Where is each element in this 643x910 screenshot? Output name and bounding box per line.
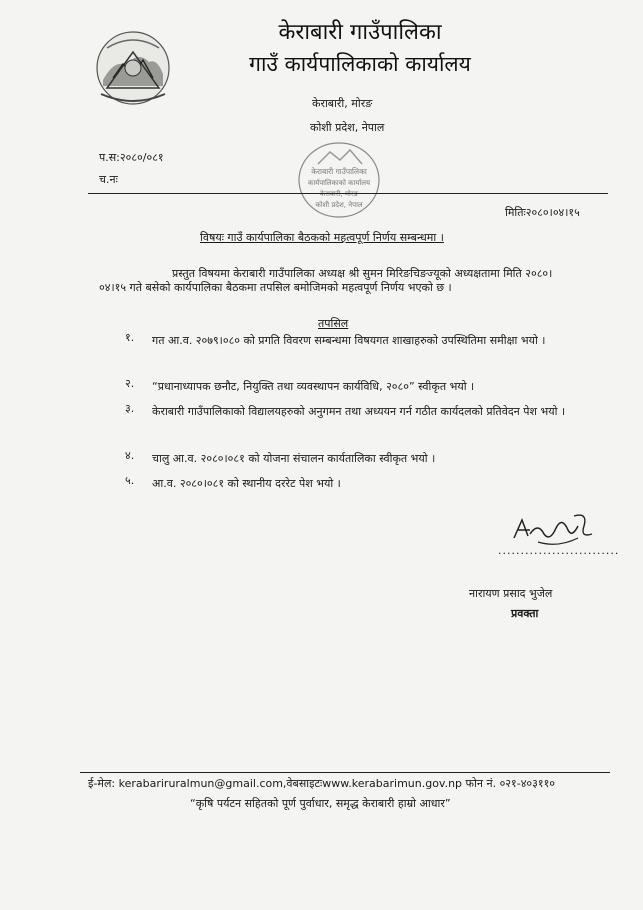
stamp-line-2: कार्यपालिकाको कार्यालय [307,179,371,187]
decision-item-2 [125,376,566,398]
decision-number: ४. [125,449,135,462]
office-name: गाउँ कार्यपालिकाको कार्यालय [249,52,471,76]
reference-number: प.स:२०८०/०८१ [99,151,164,164]
decision-text: केराबारी गाउँपालिकाको विद्यालयहरुको अनुगमन तथा अध्ययन गर्न गठीत कार्यदलको प्रतिवेदन पेश भयो । [152,405,566,418]
decision-number: २. [125,377,135,390]
decision-text: “प्रधानाध्यापक छनौट, नियुक्ति तथा व्यवस्थापन कार्यविधि, २०८०” स्वीकृत भयो । [152,380,475,393]
decision-text: चालु आ.व. २०८०।०८१ को योजना संचालन कार्यतालिका स्वीकृत भयो । [152,452,436,465]
letter-subject: विषयः गाउँ कार्यपालिका बैठकको महत्वपूर्ण निर्णय सम्बन्धमा । [200,231,444,244]
nepal-emblem-logo [93,28,173,108]
signature-dotted-line: ........................... [498,544,620,557]
decision-number: १. [125,331,135,344]
footer-slogan: “कृषि पर्यटन सहितको पूर्ण पुर्वाधार, समृद्ध केराबारी हाम्रो आधार” [190,797,451,810]
stamp-line-4: कोशी प्रदेश, नेपाल [315,201,363,209]
stamp-line-3: केराबारी, मोरङ [319,190,359,198]
dispatch-number: च.नः [99,173,118,186]
signatory-name: नारायण प्रसाद भुजेल [469,587,553,600]
municipality-name: केराबारी गाउँपालिका [278,20,442,45]
footer-divider [80,772,610,773]
decision-number: ३. [125,402,135,415]
footer-contact: ई-मेल: kerabariruralmun@gmail.com,वेबसाइटःwww.kerabarimun.gov.np फोन नं. ०२१-४०३११० [88,777,556,790]
details-heading: तपसिल [318,317,349,330]
decision-number: ५. [125,474,135,487]
decision-item-4 [125,448,566,470]
letter-date: मितिः२०८०।०४।१५ [505,206,580,219]
intro-paragraph: प्रस्तुत विषयमा केराबारी गाउँपालिका अध्यक्ष श्री सुमन मिरिङचिङज्यूको अध्यक्षतामा मिति २०८०।०४।१५ गते बसेको कार्यपालिका बैठकमा तपसिल बमोजिमको महत्वपूर्ण निर्णय भएको छ । [99,267,553,294]
address-line-2: कोशी प्रदेश, नेपाल [310,121,385,134]
address-line-1: केराबारी, मोरङ [312,97,373,110]
decision-item-5 [125,473,566,495]
decision-text: गत आ.व. २०७९।०८० को प्रगति विवरण सम्बन्धमा विषयगत शाखाहरुको उपस्थितिमा समीक्षा भयो । [152,334,546,347]
signatory-title: प्रवक्ता [511,607,539,620]
office-stamp [296,140,382,220]
header-divider [88,193,608,194]
stamp-line-1: केराबारी गाउँपालिका [311,167,367,176]
decision-item-3 [125,401,566,423]
decision-item-1 [125,330,566,352]
decision-text: आ.व. २०८०।०८१ को स्थानीय दररेट पेश भयो । [152,477,341,490]
